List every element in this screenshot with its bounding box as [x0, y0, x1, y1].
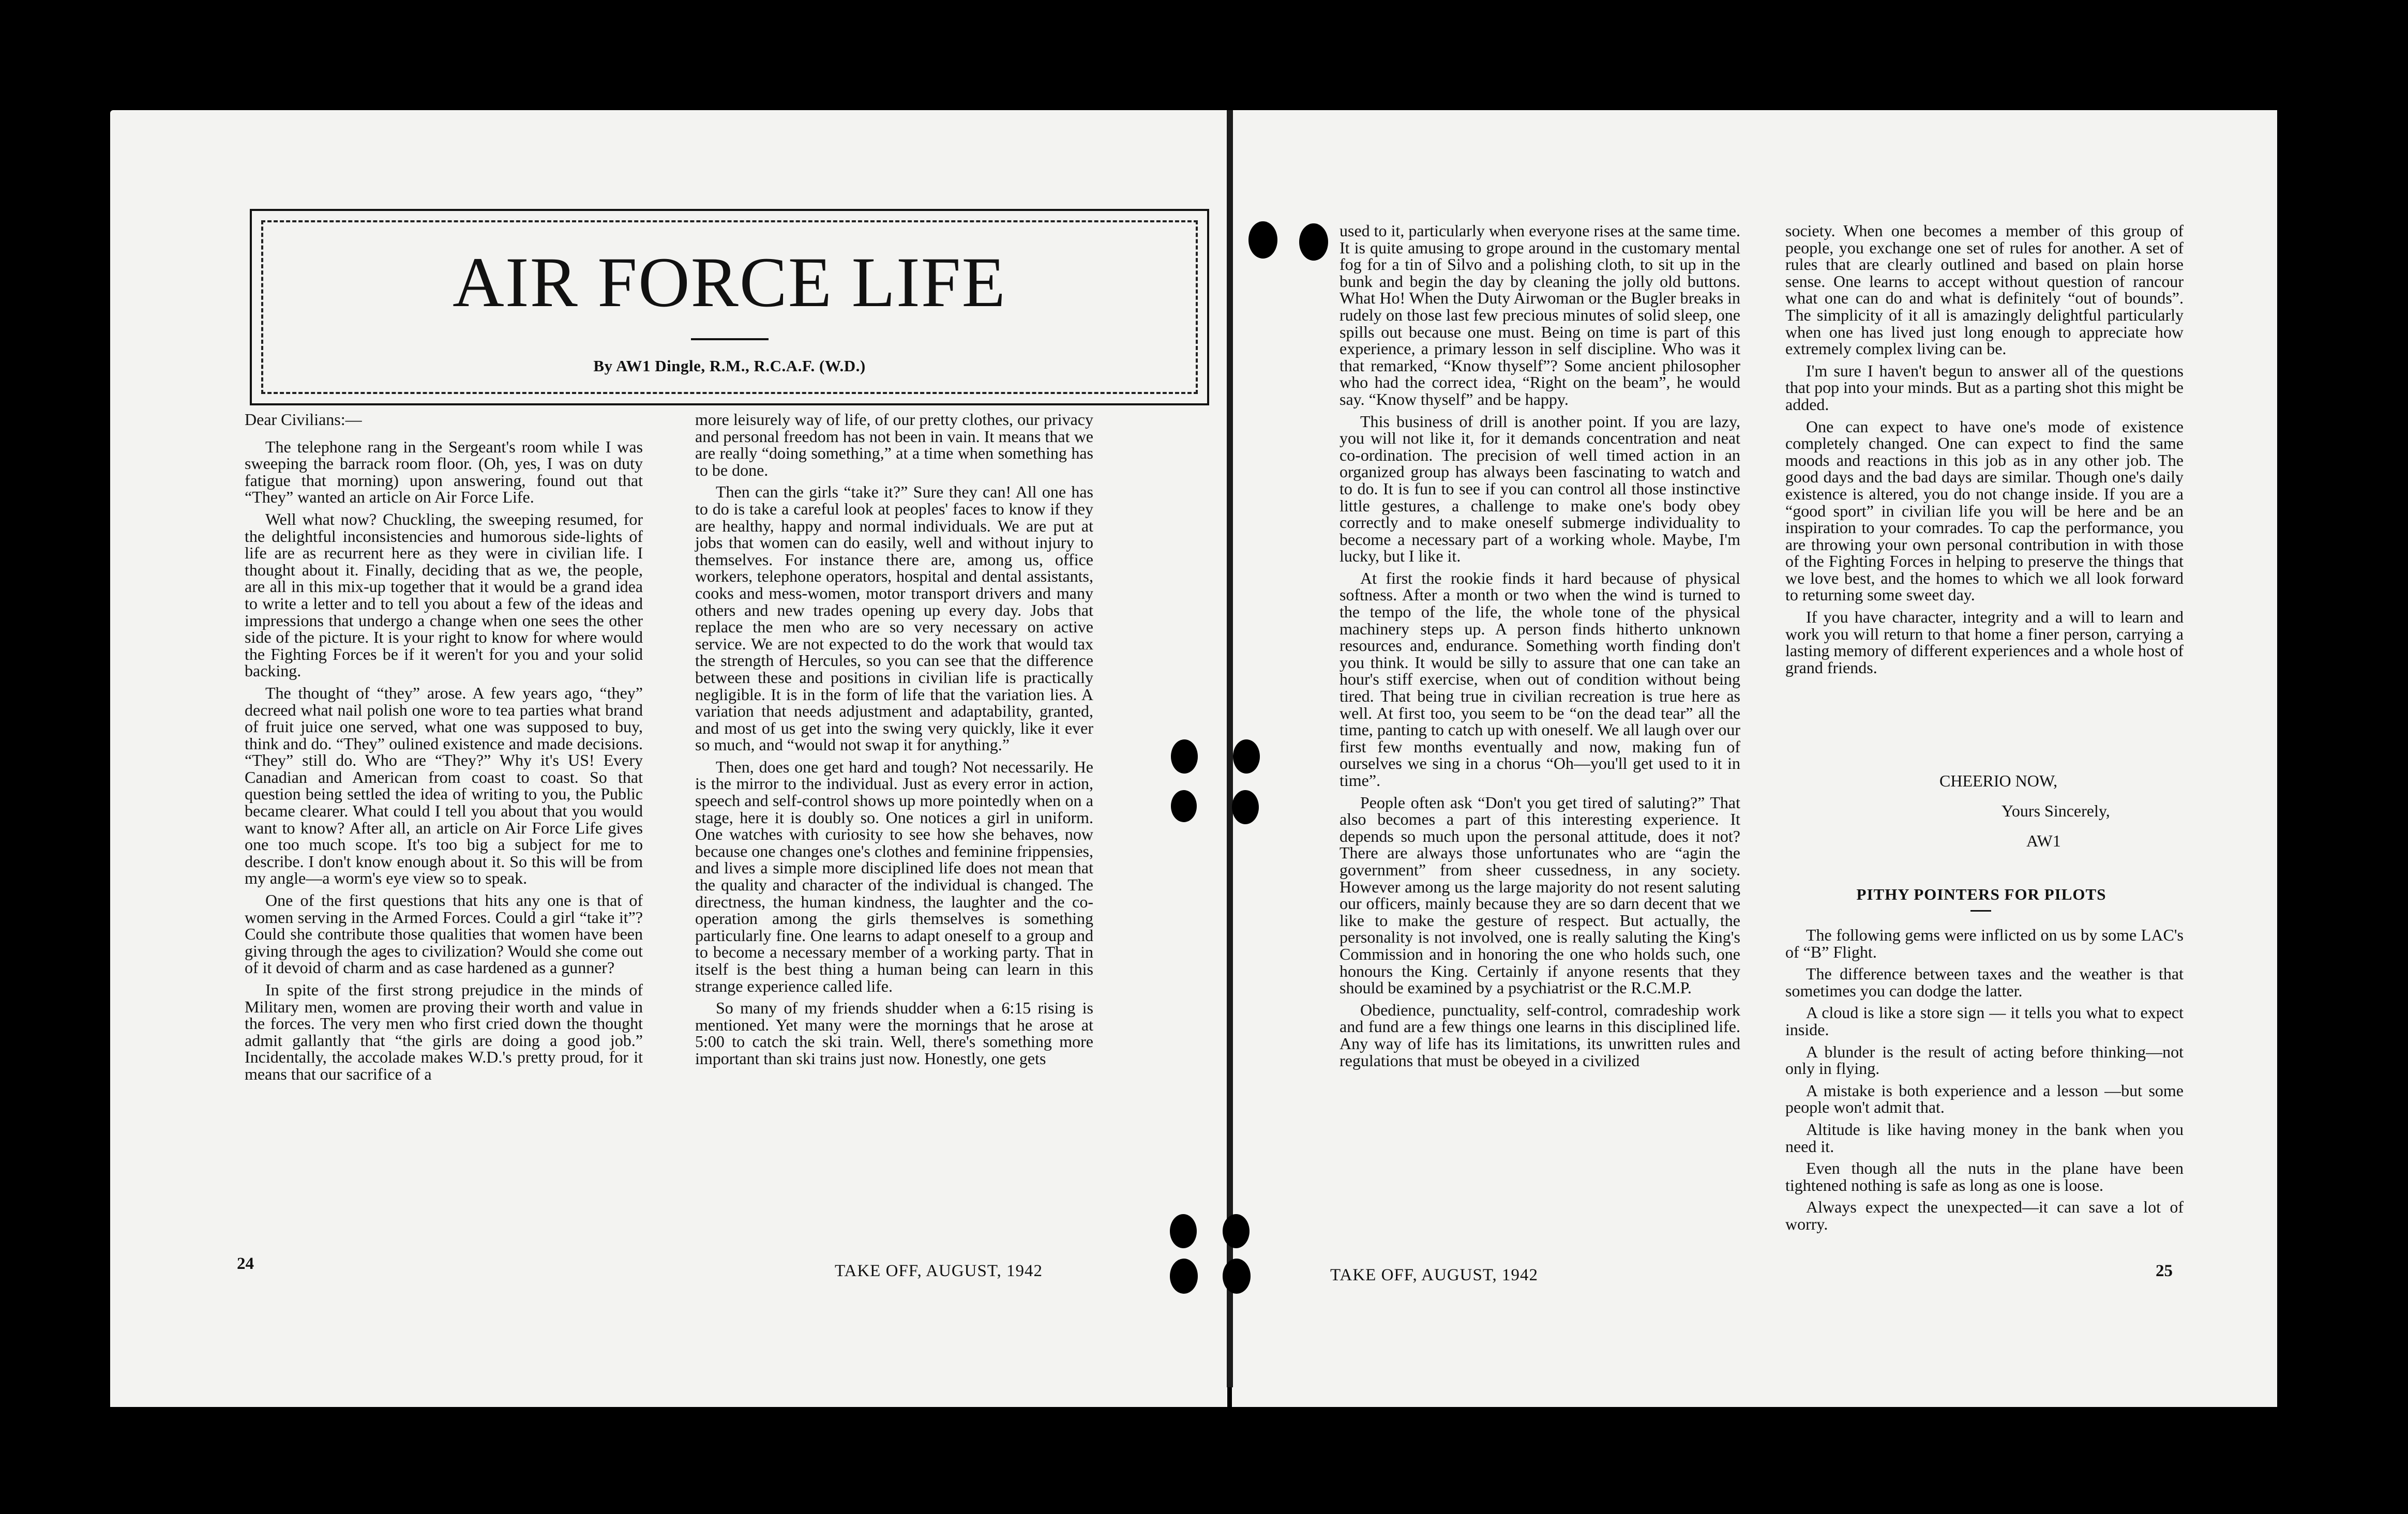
paragraph: Then, does one get hard and tough? Not necessarily. He is the mirror to the individual. Just as every error in action, speech and self-control shows up more pointedly when on a stage, here it is doubly so. One notices a girl in uniform. One watches with curiosity to see how she behaves, now because one changes one's clothes and feminine frippensies, and lives a simple more disciplined life does not mean that the quality and character of the individual is changed. The directness, the human kindness, the laughter and the co-operation among the girls themselves is something particularly fine. One learns to adapt oneself to a group and to become a necessary member of a working party. That in itself is the best thing a human being can learn in this strange experience called life. — [695, 757, 1093, 995]
paragraph: In spite of the first strong prejudice in the minds of Military men, women are proving their worth and value in the forces. The very men who first cried down the thought admit gallantly that “the girls are doing a good job.” Incidentally, the accolade makes W.D.'s pretty proud, for it means that our sacrifice of a — [245, 980, 643, 1083]
binding-hole — [1171, 790, 1197, 822]
paragraph: This business of drill is another point. If you are lazy, you will not like it, for it demands concentration and neat co-ordination. The precision of well timed action in an organized group has always been fascinating to watch and to do. It is fun to see if you can control all those instinctive little gestures, a challenge to make one's body obey correctly and to make oneself submerge individuality to become a necessary part of a working whole. Maybe, I'm lucky, but I like it. — [1340, 412, 1740, 566]
binding-hole — [1223, 1214, 1250, 1248]
paragraph: I'm sure I haven't begun to answer all of the questions that pop into your minds. But as a parting shot this might be added. — [1785, 361, 2184, 414]
pithy-item: Altitude is like having money in the bank when you need it. — [1785, 1119, 2184, 1156]
binding-hole — [1170, 1259, 1198, 1294]
paragraph: Well what now? Chuckling, the sweeping resumed, for the delightful inconsistencies and humorous side-lights of life are as recurrent here as they were in civilian life. I thought about it. Finally, deciding that as we, the people, are all in this mix-up together that it would be a grand idea to write a letter and to tell you about a few of the ideas and impressions that undergo a change when one sees the other side of the picture. It is your right to know for where would the Fighting Forces be if it weren't for you and your solid backing. — [245, 509, 643, 680]
pithy-item: Even though all the nuts in the plane have been tightened nothing is safe as long as one is loose. — [1785, 1159, 2184, 1194]
paragraph: Then can the girls “take it?” Sure they can! All one has to do is take a careful look at peoples' faces to know if they are healthy, happy and normal individuals. We are put at jobs that women can do easily, well and without injury to themselves. For instance there are, among us, office workers, telephone operators, hospital and dental assistants, cooks and mess-women, motor transport drivers and many others and new trades opening up every day. Jobs that replace the men who are so very necessary on active service. We are not expected to do the work that would tax the strength of Hercules, so you can see that the difference between these and positions in civilian life is practically negligible. It is in the form of life that the variation lies. A variation that needs adjustment and adaptability, granted, and most of us get into the swing very quickly, like it ever so much, and “would not swap it for anything.” — [695, 482, 1093, 754]
title-rule — [691, 338, 769, 340]
signoff-regards: Yours Sincerely, — [2001, 801, 2110, 820]
paragraph: Obedience, punctuality, self-control, comradeship work and fund are a few things one learns in this disciplined life. Any way of life has its limitations, its unwritten rules and regulations that must be obeyed in a civilized — [1340, 1000, 1740, 1070]
article-byline: By AW1 Dingle, R.M., R.C.A.F. (W.D.) — [593, 357, 866, 375]
right-column-1 — [1340, 222, 1740, 1074]
pithy-item: The difference between taxes and the weather is that sometimes you can dodge the latter. — [1785, 964, 2184, 1000]
pithy-rule — [1970, 910, 1991, 912]
left-column-2 — [695, 411, 1093, 1072]
paragraph: used to it, particularly when everyone rises at the same time. It is quite amusing to grope around in the customary mental fog for a tin of Silvo and a polishing cloth, to sit up in the bunk and begin the day by cleaning the jolly old buttons. What Ho! When the Duty Airwoman or the Bugler breaks in rudely on those last few precious minutes of solid sleep, one spills out because one must. Being on time is part of this experience, a primary lesson in self discipline. Who was it that remarked, “Know thyself”? Some ancient philosopher who had the correct idea, “Right on the beam”, he would say. “Know thyself” and be happy. — [1340, 221, 1740, 408]
pithy-item: A cloud is like a store sign — it tells you what to expect inside. — [1785, 1003, 2184, 1039]
binding-hole — [1170, 1214, 1197, 1248]
signoff-closing: CHEERIO NOW, — [1939, 771, 2058, 790]
pithy-item: A blunder is the result of acting before thinking—not only in flying. — [1785, 1042, 2184, 1078]
paragraph: People often ask “Don't you get tired of saluting?” That also becomes a part of this interesting experience. It depends so much upon the personal attitude, does it not? There are always those unfortunates who are “agin the government” from sheer cussedness, in any society. However among us the large majority do not resent saluting our officers, mainly because they are so darn decent that we like to make the gesture of respect. But actually, the personality is not involved, one is really saluting the King's Commission and in honoring the one who holds such, one honours the King. Certainly if anyone resents that they should be examined by a psychiatrist or the R.C.M.P. — [1340, 793, 1740, 997]
page-number-left: 24 — [237, 1254, 254, 1273]
signoff-signature: AW1 — [2026, 831, 2061, 850]
pithy-heading: PITHY POINTERS FOR PILOTS — [1856, 885, 2106, 903]
salutation: Dear Civilians:— — [245, 410, 362, 429]
binding-hole — [1223, 1259, 1251, 1294]
pithy-item: A mistake is both experience and a lesson —but some people won't admit that. — [1785, 1081, 2184, 1117]
paragraph: One can expect to have one's mode of existence completely changed. One can expect to find the same moods and reactions in this job as in any other job. The good days and the bad days are similar. Though one's daily existence is altered, you do not change inside. If you are a “good sport” in civilian life you will be here and be an inspiration to your comrades. To cap the performance, you are throwing your own personal contribution in with those of the Fighting Forces in helping to preserve the things that we love best, and the homes to which we all look forward to returning some sweet day. — [1785, 417, 2184, 604]
page-footer-right: TAKE OFF, AUGUST, 1942 — [1330, 1266, 1539, 1284]
paragraph: If you have character, integrity and a will to learn and work you will return to that home a finer person, carrying a lasting memory of different experiences and a whole host of grand friends. — [1785, 608, 2184, 677]
paragraph: The telephone rang in the Sergeant's room while I was sweeping the barrack room floor. (Oh, yes, I was on duty fatigue that morning) upon answering, found out that “They” wanted an article on Air Force Life. — [245, 437, 643, 507]
pithy-list — [1785, 927, 2184, 1238]
binding-hole — [1299, 223, 1328, 261]
paragraph: The thought of “they” arose. A few years ago, “they” decreed what nail polish one wore to tea parties what brand of fruit juice one served, what one was supposed to buy, think and do. “They” oulined existence and made decisions. “They” still do. Who are “They?” Why it's US! Every Canadian and American from coast to coast. So that question being settled the idea of writing to you, the Public became clearer. What could I tell you about that you would want to know? After all, an article on Air Force Life gives one too much scope. It's too big a subject for me to describe. I don't know enough about it. So this will be from my angle—a worm's eye view so to speak. — [245, 683, 643, 888]
binding-hole — [1232, 790, 1259, 824]
right-column-2 — [1785, 222, 2184, 681]
pithy-item: The following gems were inflicted on us by some LAC's of “B” Flight. — [1785, 926, 2184, 961]
page-footer-left: TAKE OFF, AUGUST, 1942 — [835, 1262, 1043, 1280]
paragraph: One of the first questions that hits any one is that of women serving in the Armed Forces. Could a girl “take it”? Could she contribute those qualities that women have been giving through the ages to civilization? Would she come out of it devoid of charm and as case hardened as a gunner? — [245, 891, 643, 977]
left-column-1 — [245, 411, 643, 1088]
paragraph: society. When one becomes a member of this group of people, you exchange one set of rules for another. A set of rules that are clearly outlined and based on plain horse sense. One learns to accept without question of rancour what one can do and what is definitely “out of bounds”. The simplicity of it all is amazingly delightful particularly when one has lived just long enough to appreciate how extremely complex living can be. — [1785, 221, 2184, 358]
paragraph: more leisurely way of life, of our pretty clothes, our privacy and personal freedom has not been in vain. It means that we are really “doing something,” at a time when something has to be done. — [695, 410, 1093, 479]
pithy-item: Always expect the unexpected—it can save a lot of worry. — [1785, 1198, 2184, 1233]
spine-gutter — [1227, 110, 1233, 1387]
binding-hole — [1171, 739, 1198, 774]
paragraph: So many of my friends shudder when a 6:15 rising is mentioned. Yet many were the mornings that he arose at 5:00 to catch the ski train. Well, there's something more important than ski trains just now. Honestly, one gets — [695, 998, 1093, 1068]
binding-hole — [1233, 739, 1260, 774]
title-box — [250, 209, 1209, 405]
page-number-right: 25 — [2156, 1262, 2173, 1280]
paragraph: At first the rookie finds it hard because of physical softness. After a month or two when the wind is turned to the tempo of the life, the whole tone of the physical machinery steps up. A person finds hitherto unknown resources and, endurance. Something worth finding don't you think. It would be silly to assure that one can take an hour's stiff exercise, when out of condition without being tired. That being true in civilian recreation is true here as well. At first too, you seem to be “on the dead tear” all the time, panting to catch up with oneself. We all laugh over our first few months eventually and now, making fun of ourselves we sing in a chorus “Oh—you'll get used to it in time”. — [1340, 568, 1740, 790]
article-title: AIR FORCE LIFE — [453, 243, 1006, 322]
binding-hole — [1248, 221, 1277, 259]
